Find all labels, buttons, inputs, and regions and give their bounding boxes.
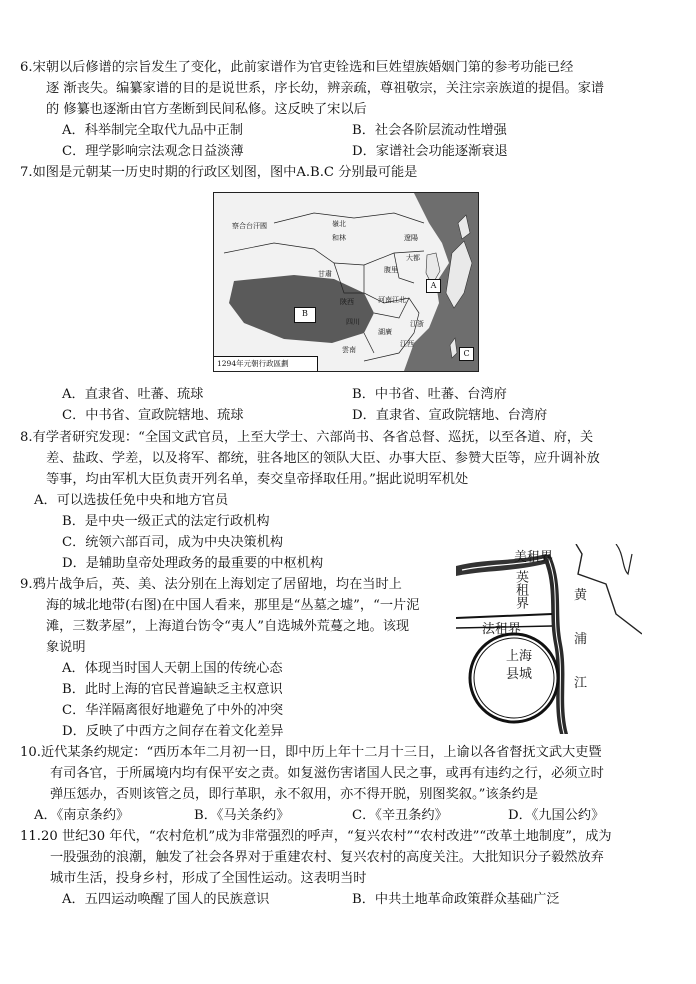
q11-line-1: 11.20 世纪30 年代，“农村危机”成为非常强烈的呼声，“复兴农村”“农村改进”“改革土地制度”，成为: [20, 829, 612, 844]
shanghai-county-label: 上海县城: [506, 649, 533, 682]
q10-option-d[interactable]: D．《九国公约》: [508, 808, 605, 823]
map-box-a: A: [426, 279, 441, 293]
q7-option-c[interactable]: C．中书省、宣政院辖地、琉球: [62, 408, 244, 423]
map-label-jiangxi: 江西: [400, 340, 414, 348]
map-box-b: B: [294, 307, 316, 323]
q6-line-3: 的 修纂也逐渐由官方垄断到民间私修。这反映了宋以后: [46, 102, 367, 117]
map-box-c: C: [459, 347, 474, 361]
huangpu-river-label: 黄浦江: [574, 588, 588, 691]
q8-option-a[interactable]: A．可以选拔任免中央和地方官员: [34, 493, 229, 508]
shanghai-map-graphic: [456, 544, 642, 734]
q9-line-4: 象说明: [46, 640, 86, 655]
q9-line-2: 海的城北地带(右图)在中国人看来，那里是“丛墓之墟”，“一片泥: [46, 598, 420, 613]
q11-option-b[interactable]: B．中共土地革命政策群众基础广泛: [352, 892, 560, 907]
q8-option-b[interactable]: B．是中央一级正式的法定行政机构: [62, 514, 270, 529]
q10-line-2: 有司各官，于所属境内均有保平安之责。如复滋伤害诸国人民之事，或再有违约之行，必须立时: [50, 766, 604, 781]
q8-line-2: 差、盐政、学差，以及将军、都统，驻各地区的领队大臣、办事大臣、参赞大臣等，应升调补放: [46, 451, 600, 466]
q11-option-a[interactable]: A．五四运动唤醒了国人的民族意识: [62, 892, 270, 907]
map-label-shaanxi: 陝西: [340, 298, 354, 306]
map-label-yunnan: 雲南: [342, 346, 356, 354]
map-label-dadu: 大都: [406, 254, 420, 262]
q10-option-c[interactable]: C．《辛丑条约》: [352, 808, 448, 823]
q9-option-c[interactable]: C．华洋隔离很好地避免了中外的冲突: [62, 703, 284, 718]
map-label-fuli: 腹里: [384, 266, 398, 274]
map-label-helin: 和林: [332, 234, 346, 242]
shanghai-concession-map: [456, 544, 642, 734]
q6-line-1: 6.宋朝以后修谱的宗旨发生了变化，此前家谱作为官吏铨选和巨姓望族婚姻门第的参考功能已经: [20, 60, 574, 75]
q9-option-b[interactable]: B．此时上海的官民普遍缺乏主权意识: [62, 682, 283, 697]
q8-line-1: 8.有学者研究发现：“全国文武官员，上至大学士、六部尚书、各省总督、巡抚，以至各道、府，关: [20, 430, 594, 445]
q8-option-d[interactable]: D．是辅助皇帝处理政务的最重要的中枢机构: [62, 556, 324, 571]
q6-option-c[interactable]: C．理学影响宗法观念日益淡薄: [62, 144, 244, 159]
yuan-dynasty-admin-map: [213, 192, 479, 372]
q8-line-3: 等事，均由军机大臣负责开列名单，奏交皇帝择取任用。”据此说明军机处: [46, 472, 469, 487]
q10-line-3: 弹压惩办，否则该管之员，即行革职，永不叙用，亦不得开脱，别图奖叙。”该条约是: [50, 787, 539, 802]
q6-option-b[interactable]: B．社会各阶层流动性增强: [352, 123, 507, 138]
map-caption: 1294年元朝行政區劃: [214, 356, 318, 371]
q9-option-a[interactable]: A．体现当时国人天朝上国的传统心态: [62, 661, 283, 676]
q8-option-c[interactable]: C．统领六部百司，成为中央决策机构: [62, 535, 284, 550]
map-label-chagatai: 察合台汗國: [232, 222, 267, 230]
q11-line-2: 一股强劲的浪潮，触发了社会各界对于重建农村、复兴农村的高度关注。大批知识分子毅然放弃: [50, 850, 604, 865]
british-concession-label: 英租界: [513, 570, 528, 609]
q11-line-3: 城市生活，投身乡村，形成了全国性运动。这表明当时: [50, 871, 367, 886]
map-label-sichuan: 四川: [346, 318, 360, 326]
q9-line-3: 滩，三数茅屋”，上海道台饬令“夷人”自选城外荒蔓之地。该现: [46, 619, 410, 634]
q10-line-1: 10.近代某条约规定：“西历本年二月初一日，即中历上年十二月十三日，上谕以各省督抚文武大吏暨: [20, 745, 602, 760]
q7-option-d[interactable]: D．直隶省、宣政院辖地、台湾府: [352, 408, 548, 423]
map-label-liaoyang: 遼陽: [404, 234, 418, 242]
q7-option-b[interactable]: B．中书省、吐蕃、台湾府: [352, 387, 507, 402]
q6-option-d[interactable]: D．家谱社会功能逐渐衰退: [352, 144, 508, 159]
q6-line-2: 逐 渐丧失。编纂家谱的目的是说世系，序长幼，辨亲疏，尊祖敬宗，关注宗亲族道的提倡。家谱: [46, 81, 605, 96]
american-concession-label: 美租界: [514, 550, 554, 565]
map-label-jiangzhe: 江浙: [410, 320, 424, 328]
q10-option-a[interactable]: A．《南京条约》: [34, 808, 130, 823]
q7-option-a[interactable]: A．直隶省、吐蕃、琉球: [62, 387, 204, 402]
q10-option-b[interactable]: B．《马关条约》: [194, 808, 290, 823]
map-label-gansu: 甘肅: [318, 270, 332, 278]
q9-line-1: 9.鸦片战争后，英、美、法分别在上海划定了居留地，均在当时上: [20, 577, 402, 592]
french-concession-label: 法租界: [482, 622, 522, 637]
map-label-huguang: 湖廣: [378, 328, 392, 336]
q7-stem: 7.如图是元朝某一历史时期的行政区划图，图中A.B.C 分别最可能是: [20, 165, 418, 180]
map-label-lingbei: 嶺北: [332, 220, 346, 228]
map-label-henan: 河南江北: [378, 296, 406, 304]
q9-option-d[interactable]: D．反映了中西方之间存在着文化差异: [62, 724, 284, 739]
q6-option-a[interactable]: A．科举制完全取代九品中正制: [62, 123, 243, 138]
